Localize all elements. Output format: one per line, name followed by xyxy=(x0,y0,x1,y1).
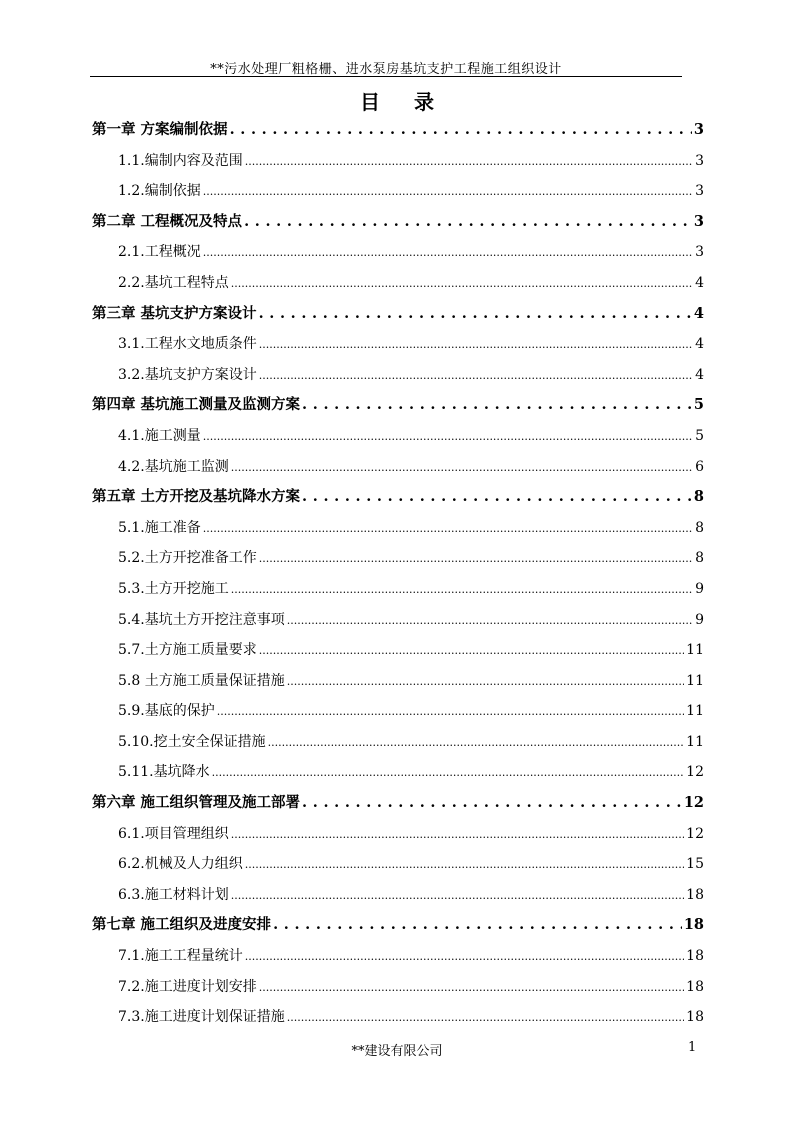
footer-page-number: 1 xyxy=(688,1040,697,1055)
dot-leader xyxy=(231,269,693,300)
dot-leader xyxy=(231,820,684,851)
page-header: **污水处理厂粗格栅、进水泵房基坑支护工程施工组织设计 xyxy=(210,62,562,77)
toc-section-entry[interactable] xyxy=(92,941,704,972)
toc-entry-label: 7.2.施工进度计划安排 xyxy=(118,978,257,995)
toc-entry-page: 3 xyxy=(695,152,704,169)
toc-entry-label: 第六章 施工组织管理及施工部署 xyxy=(92,794,301,812)
toc-entry-label: 5.1.施工准备 xyxy=(118,519,201,536)
dot-leader xyxy=(244,207,692,238)
toc-entry-label: 7.1.施工工程量统计 xyxy=(118,948,243,965)
toc-entry-label: 3.2.基坑支护方案设计 xyxy=(118,366,257,383)
toc-entry-label: 5.10.挖土安全保证措施 xyxy=(118,733,266,750)
toc-section-entry[interactable] xyxy=(92,1002,704,1033)
toc-section-entry[interactable] xyxy=(92,605,704,636)
toc-section-entry[interactable] xyxy=(92,880,704,911)
toc-entry-page: 4 xyxy=(695,274,704,291)
toc-entry-label: 6.2.机械及人力组织 xyxy=(118,856,243,873)
toc-entry-label: 5.11.基坑降水 xyxy=(118,764,210,781)
toc-section-entry[interactable] xyxy=(92,727,704,758)
toc-entry-label: 5.2.土方开挖准备工作 xyxy=(118,550,257,567)
dot-leader xyxy=(231,881,684,912)
dot-leader xyxy=(302,788,682,819)
toc-entry-page: 4 xyxy=(695,366,704,383)
dot-leader xyxy=(259,973,684,1004)
toc-entry-label: 第三章 基坑支护方案设计 xyxy=(92,304,257,322)
dot-leader xyxy=(273,910,682,941)
toc-entry-label: 第二章 工程概况及特点 xyxy=(92,212,243,230)
toc-section-entry[interactable] xyxy=(92,268,704,299)
table-of-contents xyxy=(92,115,704,1033)
toc-chapter-entry[interactable] xyxy=(92,910,704,941)
toc-entry-label: 5.9.基底的保护 xyxy=(118,703,215,720)
toc-entry-page: 5 xyxy=(693,396,704,414)
toc-entry-label: 1.1.编制内容及范围 xyxy=(118,152,243,169)
toc-entry-page: 12 xyxy=(686,825,704,842)
toc-chapter-entry[interactable] xyxy=(92,788,704,819)
toc-chapter-entry[interactable] xyxy=(92,115,704,146)
dot-leader xyxy=(203,177,693,208)
dot-leader xyxy=(259,636,684,667)
toc-entry-page: 6 xyxy=(695,458,704,475)
toc-entry-label: 1.2.编制依据 xyxy=(118,183,201,200)
toc-entry-page: 3 xyxy=(693,212,704,230)
toc-entry-label: 5.4.基坑土方开挖注意事项 xyxy=(118,611,285,628)
toc-chapter-entry[interactable] xyxy=(92,390,704,421)
toc-section-entry[interactable] xyxy=(92,635,704,666)
dot-leader xyxy=(268,728,685,759)
toc-entry-label: 4.1.施工测量 xyxy=(118,427,201,444)
dot-leader xyxy=(245,850,684,881)
toc-title: 目录 xyxy=(360,90,468,114)
toc-entry-page: 8 xyxy=(695,550,704,567)
dot-leader xyxy=(302,390,692,421)
toc-entry-page: 3 xyxy=(695,183,704,200)
header-rule xyxy=(90,76,682,77)
toc-section-entry[interactable] xyxy=(92,360,704,391)
toc-entry-page: 18 xyxy=(686,1009,704,1026)
toc-entry-page: 18 xyxy=(686,948,704,965)
toc-entry-page: 9 xyxy=(695,611,704,628)
toc-entry-page: 8 xyxy=(695,519,704,536)
toc-entry-page: 9 xyxy=(695,580,704,597)
toc-entry-label: 第四章 基坑施工测量及监测方案 xyxy=(92,396,301,414)
toc-entry-label: 第七章 施工组织及进度安排 xyxy=(92,916,272,934)
dot-leader xyxy=(259,299,692,330)
toc-entry-label: 4.2.基坑施工监测 xyxy=(118,458,229,475)
toc-entry-page: 5 xyxy=(695,427,704,444)
dot-leader xyxy=(212,758,685,789)
toc-entry-page: 8 xyxy=(693,488,704,506)
toc-entry-page: 11 xyxy=(686,642,704,659)
toc-section-entry[interactable] xyxy=(92,237,704,268)
dot-leader xyxy=(231,453,693,484)
dot-leader xyxy=(203,422,693,453)
toc-entry-page: 11 xyxy=(686,672,704,689)
dot-leader xyxy=(217,697,684,728)
toc-entry-page: 3 xyxy=(695,244,704,261)
toc-entry-label: 5.8 土方施工质量保证措施 xyxy=(118,672,285,689)
toc-chapter-entry[interactable] xyxy=(92,299,704,330)
toc-section-entry[interactable] xyxy=(92,146,704,177)
toc-section-entry[interactable] xyxy=(92,696,704,727)
toc-section-entry[interactable] xyxy=(92,972,704,1003)
toc-entry-page: 18 xyxy=(686,886,704,903)
toc-section-entry[interactable] xyxy=(92,452,704,483)
toc-entry-label: 6.1.项目管理组织 xyxy=(118,825,229,842)
dot-leader xyxy=(259,361,693,392)
dot-leader xyxy=(245,147,693,178)
toc-entry-label: 5.7.土方施工质量要求 xyxy=(118,642,257,659)
dot-leader xyxy=(287,606,693,637)
toc-section-entry[interactable] xyxy=(92,849,704,880)
toc-section-entry[interactable] xyxy=(92,421,704,452)
dot-leader xyxy=(287,667,684,698)
toc-section-entry[interactable] xyxy=(92,666,704,697)
toc-section-entry[interactable] xyxy=(92,513,704,544)
dot-leader xyxy=(302,482,692,513)
toc-entry-label: 3.1.工程水文地质条件 xyxy=(118,336,257,353)
dot-leader xyxy=(203,238,693,269)
dot-leader xyxy=(231,575,693,606)
toc-entry-page: 18 xyxy=(686,978,704,995)
toc-entry-label: 2.1.工程概况 xyxy=(118,244,201,261)
dot-leader xyxy=(245,942,684,973)
toc-entry-page: 12 xyxy=(683,794,704,812)
dot-leader xyxy=(259,330,693,361)
toc-section-entry[interactable] xyxy=(92,757,704,788)
toc-entry-label: 第一章 方案编制依据 xyxy=(92,121,228,138)
toc-entry-page: 11 xyxy=(686,733,704,750)
toc-entry-page: 12 xyxy=(686,764,704,781)
dot-leader xyxy=(259,544,693,575)
toc-entry-page: 11 xyxy=(686,703,704,720)
toc-section-entry[interactable] xyxy=(92,819,704,850)
toc-entry-page: 4 xyxy=(693,304,704,322)
toc-section-entry[interactable] xyxy=(92,543,704,574)
toc-entry-label: 7.3.施工进度计划保证措施 xyxy=(118,1009,285,1026)
dot-leader xyxy=(230,115,692,146)
toc-entry-page: 15 xyxy=(686,856,704,873)
toc-chapter-entry[interactable] xyxy=(92,482,704,513)
toc-section-entry[interactable] xyxy=(92,574,704,605)
toc-chapter-entry[interactable] xyxy=(92,207,704,238)
toc-section-entry[interactable] xyxy=(92,176,704,207)
toc-entry-label: 5.3.土方开挖施工 xyxy=(118,580,229,597)
toc-entry-label: 6.3.施工材料计划 xyxy=(118,886,229,903)
toc-section-entry[interactable] xyxy=(92,329,704,360)
toc-entry-page: 18 xyxy=(683,916,704,934)
dot-leader xyxy=(287,1003,684,1034)
toc-entry-page: 4 xyxy=(695,336,704,353)
footer-company: **建设有限公司 xyxy=(351,1044,443,1059)
dot-leader xyxy=(203,514,693,545)
toc-entry-label: 第五章 土方开挖及基坑降水方案 xyxy=(92,488,301,506)
toc-entry-page: 3 xyxy=(693,121,704,138)
toc-entry-label: 2.2.基坑工程特点 xyxy=(118,274,229,291)
